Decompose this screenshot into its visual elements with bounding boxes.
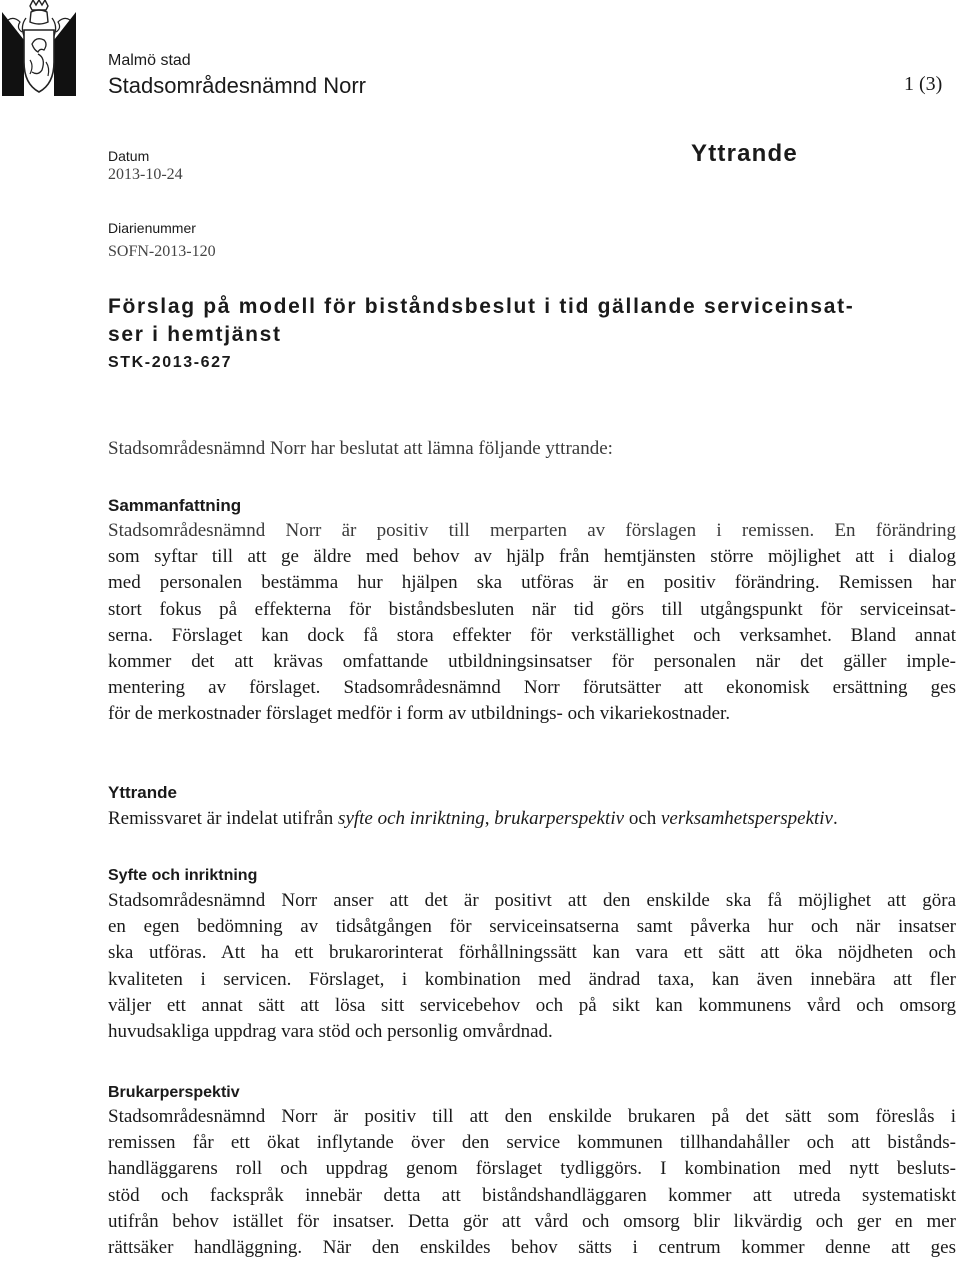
purpose-line: väljer ett annat sätt att lösa sitt servicebehov och på sikt kan kommunens vård och omsorg [108,994,956,1016]
summary-heading: Sammanfattning [108,496,242,515]
title-line: ser i hemtjänst [108,323,282,346]
date-label: Datum [108,148,150,164]
summary-line: med personalen bestämma hur hjälpen ska utföras är en positiv förändring. Remissen har [108,572,956,594]
statement-heading: Yttrande [108,783,177,802]
summary-line: kommer det att krävas omfattande utbildningsinsatser för personalen när det gäller imple- [108,651,956,673]
statement-italic-user: brukarperspektiv [494,808,625,829]
statement-italic-operation: verksamhetsperspektiv [661,808,833,829]
summary-line: Stadsområdesnämnd Norr är positiv till merparten av förslagen i remissen. En förändring [108,520,956,541]
summary-line: mentering av förslaget. Stadsområdesnämnd Norr förutsätter att ekonomisk ersättning ges [108,677,956,699]
summary-line: som syftar till att ge äldre med behov av hjälp från hemtjänsten större möjlighet att i dialog [108,546,956,568]
purpose-line: huvudsakliga uppdrag vara stöd och personlig omvårdnad. [108,1021,553,1043]
summary-paragraph [108,518,956,728]
intro-paragraph: Stadsområdesnämnd Norr har beslutat att lämna följande yttrande: [108,438,613,459]
registration-label: Diarienummer [108,220,196,236]
user-perspective-line: handläggarens roll och uppdrag genom förslaget tydliggörs. I kombination med nytt besluts- [108,1158,956,1180]
summary-line: stort fokus på effekterna för biståndsbesluten när tid görs till utgångspunkt för serviceinsat- [108,598,956,620]
user-perspective-line: stöd och fackspråk innebär detta att biståndshandläggaren kommer att utreda systematiskt [108,1184,956,1206]
purpose-heading: Syfte och inriktning [108,867,258,884]
committee-name: Stadsområdesnämnd Norr [108,73,367,98]
statement-text: Remissvaret är indelat utifrån [108,808,339,829]
user-perspective-line: Stadsområdesnämnd Norr är positiv till att den enskilde brukaren på det sätt som föreslås i [108,1106,956,1127]
statement-end: . [833,808,838,829]
document-type: Yttrande [691,140,798,167]
purpose-line: Stadsområdesnämnd Norr anser att det är positivt att den enskilde ska få möjlighet att göra [108,890,956,911]
malmo-coat-of-arms-icon [2,0,76,98]
title-line: Förslag på modell för biståndsbeslut i tid gällande serviceinsat- [108,295,855,318]
date-value: 2013-10-24 [108,166,183,183]
case-reference: STK-2013-627 [108,354,233,371]
purpose-line: kvaliteten i servicen. Förslaget, i kombination med ändrad taxa, kan även innebära att fler [108,968,956,990]
user-perspective-line: utifrån behov istället för insatser. Detta gör att vård och omsorg blir likvärdig och ger en mer [108,1210,956,1232]
summary-line: för de merkostnader förslaget medför i form av utbildnings- och vikariekostnader. [108,703,731,725]
user-perspective-line: remissen får ett ökat inflytande över den service kommunen tillhandahåller och att bistånds- [108,1132,956,1154]
statement-separator: , [484,808,495,829]
statement-italic-purpose: syfte och inriktning [338,808,485,829]
user-perspective-heading: Brukarperspektiv [108,1084,240,1101]
user-perspective-paragraph [108,1104,956,1261]
purpose-line: en egen bedömning av tidsåtgången för serviceinsatserna samt påverka hur och när insatser [108,916,956,938]
registration-number: SOFN-2013-120 [108,243,216,260]
summary-line: serna. Förslaget kan dock få stora effekter för verkställighet och verksamhet. Bland annat [108,624,956,646]
page-number: 1 (3) [904,73,943,95]
purpose-paragraph [108,888,956,1045]
statement-separator: och [624,808,661,829]
document-title [108,293,953,349]
city-name: Malmö stad [108,52,191,69]
purpose-line: ska utföras. Att ha ett brukarorinterat förhållningssätt kan vara ett sätt att öka nöjdheten och [108,942,956,964]
user-perspective-line: rättsäker handläggning. När den enskildes behov sätts i centrum kommer denne att ges [108,1237,956,1259]
statement-paragraph [108,806,956,832]
